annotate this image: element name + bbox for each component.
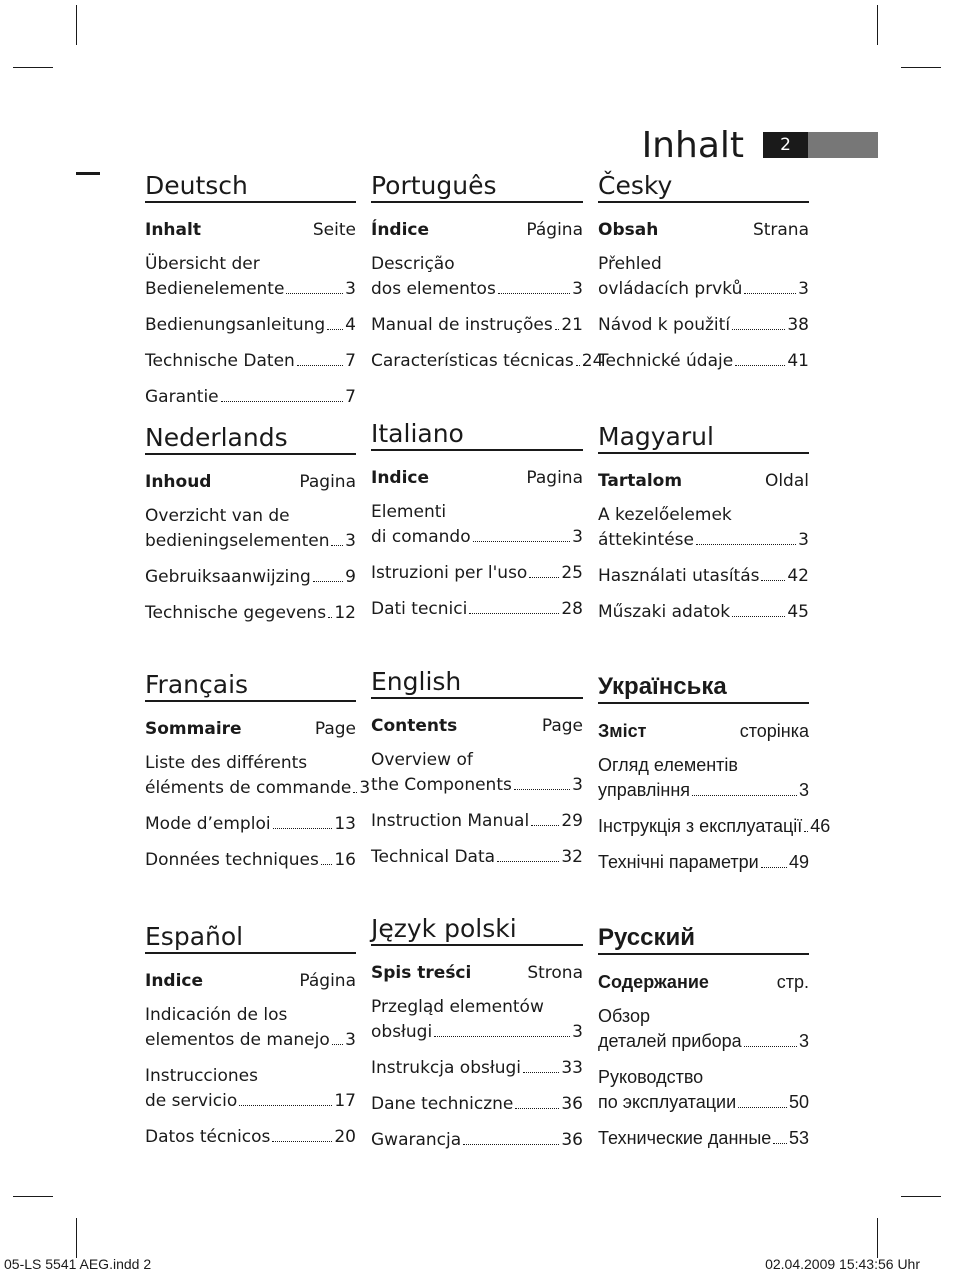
- toc-entry: [145, 601, 356, 626]
- section-header-row: [145, 471, 356, 493]
- dot-leader: [761, 580, 785, 581]
- dot-leader: [738, 1107, 787, 1108]
- toc-entry: [598, 564, 809, 589]
- toc-entry: [598, 753, 809, 803]
- section-header-row: [598, 971, 809, 993]
- toc-page-number: 53: [788, 1128, 809, 1148]
- toc-entry-text: Übersicht der: [145, 254, 260, 274]
- dot-leader: [744, 293, 796, 294]
- dot-leader: [331, 545, 343, 546]
- page-label: Page: [541, 716, 583, 736]
- toc-page-number: 36: [561, 1130, 583, 1150]
- crop-mark: [877, 5, 878, 45]
- toc-entry-text: Інструкція з експлуатації: [598, 816, 803, 836]
- toc-entry-text: Mode d’emploi: [145, 814, 271, 834]
- page-number-badge: 2: [763, 132, 808, 158]
- toc-entry-text: Огляд елементів: [598, 755, 738, 775]
- dot-leader: [353, 792, 357, 793]
- toc-entry: [371, 845, 583, 870]
- dot-leader: [332, 1044, 343, 1045]
- toc-entry-text: Instrukcja obsługi: [371, 1058, 521, 1078]
- toc-entry-text: Elementi: [371, 502, 447, 522]
- contents-label: Sommaire: [145, 719, 242, 739]
- toc-entry-text: Garantie: [145, 387, 219, 407]
- toc-page-number: 3: [572, 279, 583, 299]
- toc-page-number: 20: [334, 1127, 356, 1147]
- toc-page-number: 46: [810, 816, 831, 836]
- toc-entry: [598, 850, 809, 875]
- toc-page-number: 25: [561, 563, 583, 583]
- toc-page-number: 4: [345, 315, 356, 335]
- toc-entry: [598, 252, 809, 302]
- toc-entry-text: Características técnicas: [371, 351, 574, 371]
- section-cesky: [598, 170, 809, 374]
- toc-entry-text: Technické údaje: [598, 351, 734, 371]
- dot-leader: [328, 617, 332, 618]
- toc-entry: [598, 600, 809, 625]
- dot-leader: [696, 544, 796, 545]
- toc-entry: [598, 349, 809, 374]
- margin-mark: [76, 172, 100, 175]
- section-title: Magyarul: [598, 421, 809, 454]
- toc-entry: [145, 848, 356, 873]
- contents-label: Obsah: [598, 220, 659, 240]
- toc-entry-text: Технічні параметри: [598, 852, 759, 872]
- toc-page-number: 9: [345, 567, 356, 587]
- page-label: Página: [526, 220, 583, 240]
- toc-entry: [371, 500, 583, 550]
- toc-page-number: 3: [359, 778, 371, 798]
- dot-leader: [529, 577, 559, 578]
- dot-leader: [239, 1105, 332, 1106]
- dot-leader: [692, 795, 797, 796]
- toc-entry-text: Istruzioni per l'uso: [371, 563, 528, 583]
- section-italiano: [371, 418, 583, 622]
- toc-page-number: 3: [572, 527, 583, 547]
- crop-mark: [13, 1196, 53, 1197]
- toc-entry-text: Overview of: [371, 750, 473, 770]
- toc-page-number: 24: [581, 351, 604, 371]
- contents-label: Indice: [145, 971, 204, 991]
- toc-page-number: 3: [572, 1022, 583, 1042]
- dot-leader: [273, 828, 333, 829]
- section-header-row: [371, 962, 583, 984]
- toc-entry: [598, 503, 809, 553]
- section-header-row: [145, 219, 356, 241]
- section-header-row: [371, 467, 583, 489]
- toc-page-number: 32: [561, 847, 583, 867]
- section-deutsch: [145, 170, 356, 410]
- dot-leader: [732, 616, 785, 617]
- toc-entry-text: obsługi: [371, 1022, 433, 1042]
- contents-label: Indice: [371, 468, 430, 488]
- toc-entry-text: Návod k použití: [598, 315, 731, 335]
- section-espanol: [145, 921, 356, 1150]
- toc-entry-text: áttekintése: [598, 530, 694, 550]
- section-header-row: [598, 470, 809, 492]
- toc-entry: [145, 252, 356, 302]
- toc-entry: [371, 809, 583, 834]
- toc-entry: [371, 597, 583, 622]
- page-label: Pagina: [526, 468, 583, 488]
- section-header-row: [598, 720, 809, 742]
- contents-label: Contents: [371, 716, 458, 736]
- toc-entry-text: Gebruiksaanwijzing: [145, 567, 311, 587]
- dot-leader: [473, 541, 571, 542]
- page-label: Seite: [312, 220, 356, 240]
- dot-leader: [297, 365, 343, 366]
- section-title: Česky: [598, 170, 809, 203]
- page-label: Strana: [752, 220, 809, 240]
- toc-entry-text: Technical Data: [371, 847, 496, 867]
- dot-leader: [735, 365, 785, 366]
- toc-page-number: 3: [798, 530, 809, 550]
- page-label: сторінка: [739, 721, 809, 741]
- toc-entry-text: de servicio: [145, 1091, 238, 1111]
- section-portugues: [371, 170, 604, 374]
- section-title: Italiano: [371, 418, 583, 451]
- dot-leader: [221, 401, 344, 402]
- toc-entry-text: Bedienelemente: [145, 279, 285, 299]
- toc-entry: [145, 313, 356, 338]
- toc-entry-text: Dane techniczne: [371, 1094, 514, 1114]
- toc-entry-text: A kezelőelemek: [598, 505, 732, 525]
- toc-page-number: 7: [345, 387, 356, 407]
- contents-label: Inhoud: [145, 472, 212, 492]
- section-title: Deutsch: [145, 170, 356, 203]
- toc-entry: [371, 1056, 583, 1081]
- toc-entry-text: Технические данные: [598, 1128, 772, 1148]
- toc-entry-text: Indicación de los: [145, 1005, 288, 1025]
- dot-leader: [732, 329, 785, 330]
- toc-entry: [145, 751, 371, 801]
- section-header-row: [598, 219, 809, 241]
- toc-entry-text: деталей прибора: [598, 1031, 742, 1051]
- toc-entry-text: Overzicht van de: [145, 506, 290, 526]
- toc-page-number: 3: [798, 279, 809, 299]
- toc-page-number: 33: [561, 1058, 583, 1078]
- toc-entry: [145, 349, 356, 374]
- dot-leader: [463, 1144, 559, 1145]
- toc-entry-text: Instruction Manual: [371, 811, 530, 831]
- header-bar: [808, 132, 878, 158]
- toc-entry: [371, 995, 583, 1045]
- section-nederlands: [145, 422, 356, 626]
- toc-page-number: 16: [334, 850, 356, 870]
- section-title: Português: [371, 170, 583, 203]
- dot-leader: [531, 825, 559, 826]
- toc-entry: [145, 812, 356, 837]
- page-label: Página: [299, 971, 356, 991]
- dot-leader: [313, 581, 343, 582]
- dot-leader: [523, 1072, 559, 1073]
- toc-entry-text: bedieningselementen: [145, 531, 330, 551]
- page-title: Inhalt: [641, 125, 744, 166]
- toc-entry-text: Használati utasítás: [598, 566, 760, 586]
- page-label: Strona: [527, 963, 583, 983]
- toc-page-number: 21: [561, 315, 583, 335]
- page-label: Page: [314, 719, 356, 739]
- toc-page-number: 7: [345, 351, 356, 371]
- toc-entry: [371, 748, 583, 798]
- toc-entry-text: Műszaki adatok: [598, 602, 731, 622]
- dot-leader: [497, 861, 559, 862]
- toc-entry-text: Technische gegevens: [145, 603, 327, 623]
- dot-leader: [514, 789, 570, 790]
- toc-page-number: 38: [787, 315, 809, 335]
- section-english: [371, 666, 583, 870]
- dot-leader: [321, 864, 333, 865]
- crop-mark: [76, 1218, 77, 1258]
- page-label: Pagina: [299, 472, 356, 492]
- toc-entry: [371, 1128, 583, 1153]
- section-header-row: [371, 715, 583, 737]
- toc-entry-text: di comando: [371, 527, 471, 547]
- toc-page-number: 12: [334, 603, 356, 623]
- contents-label: Inhalt: [145, 220, 201, 240]
- dot-leader: [761, 867, 787, 868]
- toc-entry: [598, 313, 809, 338]
- toc-entry-text: Liste des différents: [145, 753, 308, 773]
- dot-leader: [498, 293, 570, 294]
- toc-entry: [145, 504, 356, 554]
- toc-page-number: 41: [787, 351, 809, 371]
- contents-label: Índice: [371, 220, 430, 240]
- toc-entry-text: Dati tecnici: [371, 599, 468, 619]
- page-label: стр.: [776, 972, 809, 992]
- dot-leader: [744, 1046, 797, 1047]
- toc-page-number: 28: [561, 599, 583, 619]
- toc-entry-text: Technische Daten: [145, 351, 295, 371]
- toc-entry: [598, 814, 831, 839]
- dot-leader: [804, 831, 808, 832]
- section-header-row: [145, 718, 356, 740]
- section-title: Nederlands: [145, 422, 356, 455]
- toc-entry: [598, 1065, 809, 1115]
- dot-leader: [773, 1143, 787, 1144]
- toc-page-number: 13: [334, 814, 356, 834]
- dot-leader: [515, 1108, 559, 1109]
- section-polski: [371, 913, 583, 1153]
- crop-mark: [901, 67, 941, 68]
- toc-page-number: 50: [788, 1092, 809, 1112]
- toc-entry-text: ovládacích prvků: [598, 279, 743, 299]
- section-russkiy: [598, 922, 809, 1151]
- crop-mark: [877, 1218, 878, 1258]
- section-header-row: [145, 970, 356, 992]
- toc-entry: [145, 565, 356, 590]
- section-francais: [145, 669, 371, 873]
- toc-page-number: 49: [788, 852, 809, 872]
- dot-leader: [576, 365, 580, 366]
- toc-page-number: 3: [345, 1030, 356, 1050]
- dot-leader: [272, 1141, 332, 1142]
- page-label: Oldal: [764, 471, 809, 491]
- toc-entry-text: по эксплуатации: [598, 1092, 737, 1112]
- toc-entry-text: Przegląd elementów: [371, 997, 544, 1017]
- toc-page-number: 17: [334, 1091, 356, 1111]
- toc-page-number: 3: [345, 279, 356, 299]
- toc-entry: [371, 252, 583, 302]
- crop-mark: [901, 1196, 941, 1197]
- section-title: Українська: [598, 671, 809, 704]
- toc-entry-text: elementos de manejo: [145, 1030, 330, 1050]
- toc-entry: [371, 1092, 583, 1117]
- contents-label: Tartalom: [598, 471, 683, 491]
- section-header-row: [371, 219, 583, 241]
- toc-entry: [371, 561, 583, 586]
- toc-entry-text: управління: [598, 780, 691, 800]
- toc-page-number: 45: [787, 602, 809, 622]
- section-magyarul: [598, 421, 809, 625]
- dot-leader: [327, 329, 343, 330]
- contents-label: Содержание: [598, 972, 709, 992]
- toc-page-number: 42: [787, 566, 809, 586]
- toc-page-number: 3: [345, 531, 356, 551]
- toc-entry-text: Gwarancja: [371, 1130, 462, 1150]
- section-title: Русский: [598, 922, 809, 955]
- toc-entry: [371, 349, 604, 374]
- footer-timestamp: 02.04.2009 15:43:56 Uhr: [765, 1256, 920, 1272]
- dot-leader: [469, 613, 559, 614]
- toc-page-number: 29: [561, 811, 583, 831]
- section-title: Español: [145, 921, 356, 954]
- dot-leader: [434, 1036, 570, 1037]
- section-title: Français: [145, 669, 356, 702]
- toc-entry-text: Datos técnicos: [145, 1127, 271, 1147]
- crop-mark: [76, 5, 77, 45]
- toc-entry-text: dos elementos: [371, 279, 496, 299]
- toc-entry-text: Données techniques: [145, 850, 319, 870]
- section-title: English: [371, 666, 583, 699]
- toc-entry: [371, 313, 583, 338]
- crop-mark: [13, 67, 53, 68]
- toc-entry: [598, 1004, 809, 1054]
- toc-entry-text: Руководство: [598, 1067, 704, 1087]
- toc-entry: [145, 1125, 356, 1150]
- toc-entry-text: Bedienungsanleitung: [145, 315, 326, 335]
- toc-page-number: 36: [561, 1094, 583, 1114]
- toc-page-number: 3: [798, 780, 809, 800]
- section-title: Język polski: [371, 913, 583, 946]
- footer-file: 05-LS 5541 AEG.indd 2: [4, 1256, 152, 1272]
- toc-page-number: 3: [798, 1031, 809, 1051]
- toc-page-number: 3: [572, 775, 583, 795]
- toc-entry: [145, 1064, 356, 1114]
- toc-entry-text: the Components: [371, 775, 512, 795]
- toc-entry: [598, 1126, 809, 1151]
- dot-leader: [555, 329, 560, 330]
- toc-entry-text: Descrição: [371, 254, 455, 274]
- toc-entry-text: Instrucciones: [145, 1066, 258, 1086]
- toc-entry: [145, 385, 356, 410]
- dot-leader: [286, 293, 343, 294]
- toc-entry: [145, 1003, 356, 1053]
- toc-entry-text: Přehled: [598, 254, 662, 274]
- toc-entry-text: éléments de commande: [145, 778, 352, 798]
- toc-entry-text: Manual de instruções: [371, 315, 553, 335]
- contents-label: Spis treści: [371, 963, 472, 983]
- section-ukrainska: [598, 671, 831, 875]
- toc-entry-text: Обзор: [598, 1006, 650, 1026]
- contents-label: Зміст: [598, 721, 647, 741]
